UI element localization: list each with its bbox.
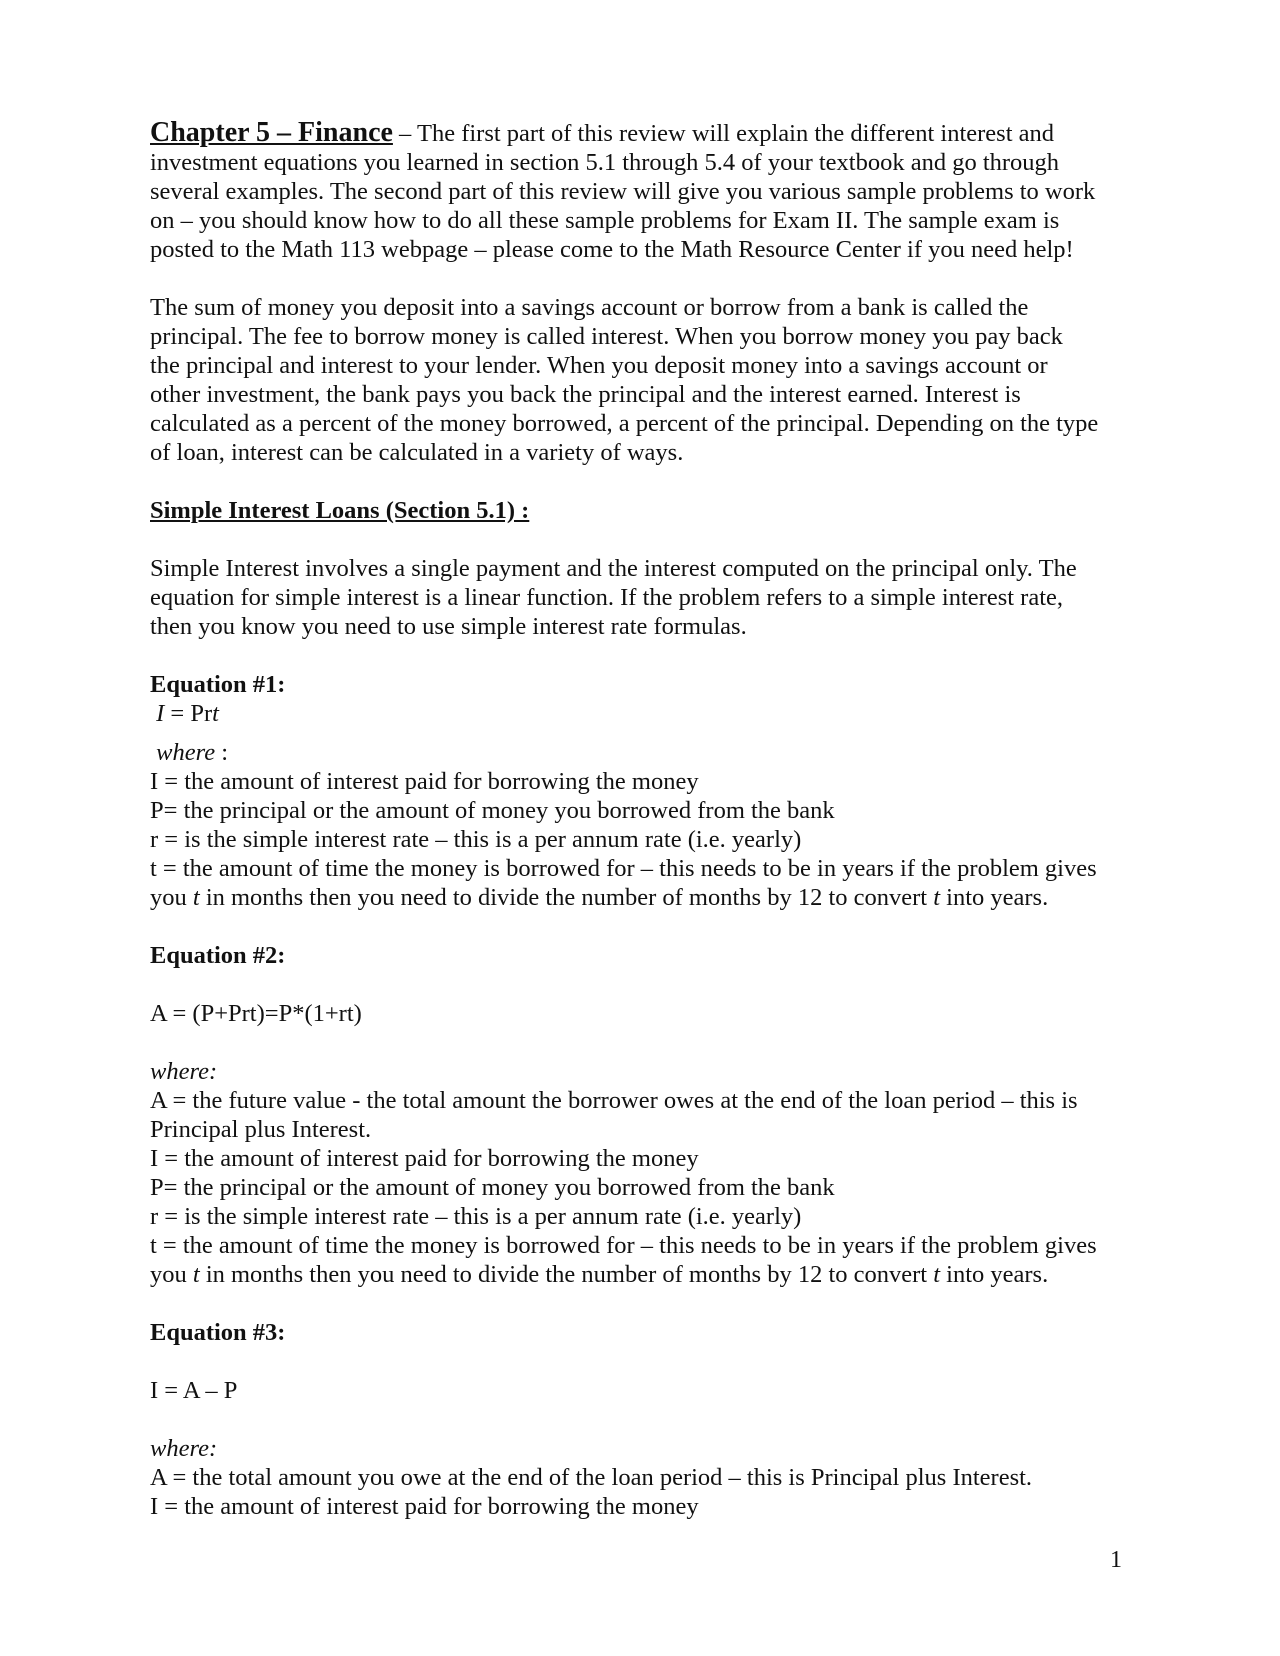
equation-2-block: [150, 941, 1140, 1289]
paragraph-line: the principal and interest to your lender. When you deposit money into a savings account or: [150, 352, 1048, 379]
section-heading-simple-interest: Simple Interest Loans (Section 5.1) :: [150, 497, 530, 524]
paragraph-line: of loan, interest can be calculated in a variety of ways.: [150, 439, 684, 466]
paragraph-line: Simple Interest involves a single payment and the interest computed on the principal only. The: [150, 555, 1077, 582]
intro-line: posted to the Math 113 webpage – please come to the Math Resource Center if you need help!: [150, 236, 1074, 263]
definition-p: P= the principal or the amount of money you borrowed from the bank: [150, 1174, 835, 1201]
intro-first-line-text: – The first part of this review will explain the different interest and: [392, 120, 1055, 147]
definition-t: t = the amount of time the money is borrowed for – this needs to be in years if the problem gives: [150, 855, 1097, 882]
equation-2-formula: A = (P+Prt)=P*(1+rt): [150, 1000, 362, 1027]
where-colon: :: [215, 739, 229, 766]
paragraph-line: then you know you need to use simple interest rate formulas.: [150, 613, 747, 640]
variable-t: t: [192, 884, 200, 911]
equation-2-where: where:: [150, 1058, 218, 1085]
paragraph-line: calculated as a percent of the money borrowed, a percent of the principal. Depending on the type: [150, 410, 1099, 437]
equation-3-where: where:: [150, 1435, 218, 1462]
formula-variable: I: [156, 700, 165, 727]
equation-1-where: [150, 738, 1140, 767]
definition-r: r = is the simple interest rate – this is a per annum rate (i.e. yearly): [150, 1203, 802, 1230]
text-run: into years.: [940, 884, 1049, 911]
equation-1-heading: Equation #1:: [150, 671, 286, 698]
variable-t: t: [933, 1261, 941, 1288]
definition-t-continued: [150, 883, 1140, 912]
definition-i: I = the amount of interest paid for borrowing the money: [150, 768, 699, 795]
definition-a: A = the total amount you owe at the end of the loan period – this is Principal plus Interest.: [150, 1464, 1033, 1491]
equation-3-formula: I = A – P: [150, 1377, 238, 1404]
definition-t: t = the amount of time the money is borrowed for – this needs to be in years if the problem gives: [150, 1232, 1097, 1259]
text-run: you: [150, 1261, 193, 1288]
paragraph-line: other investment, the bank pays you back the principal and the interest earned. Interest is: [150, 381, 1021, 408]
equation-2-heading: Equation #2:: [150, 942, 286, 969]
page-number: 1: [1110, 1547, 1122, 1573]
paragraph-line: equation for simple interest is a linear function. If the problem refers to a simple interest rate,: [150, 584, 1063, 611]
definition-t-continued: [150, 1260, 1140, 1289]
definition-i: I = the amount of interest paid for borrowing the money: [150, 1145, 699, 1172]
document-page: [150, 118, 1140, 1521]
formula-variable: t: [212, 700, 219, 727]
definition-a-continued: Principal plus Interest.: [150, 1116, 372, 1143]
definition-i: I = the amount of interest paid for borrowing the money: [150, 1493, 699, 1520]
intro-first-line: [150, 118, 1140, 148]
text-run: into years.: [940, 1261, 1049, 1288]
chapter-title: Chapter 5 – Finance: [150, 117, 393, 148]
equation-1-block: [150, 670, 1140, 912]
simple-interest-heading-block: [150, 496, 1140, 525]
intro-line: on – you should know how to do all these sample problems for Exam II. The sample exam is: [150, 207, 1060, 234]
definition-p: P= the principal or the amount of money you borrowed from the bank: [150, 797, 835, 824]
intro-paragraph: [150, 118, 1140, 264]
text-run: you: [150, 884, 193, 911]
principal-paragraph: [150, 293, 1140, 467]
equation-3-heading: Equation #3:: [150, 1319, 286, 1346]
where-label: where: [156, 739, 216, 766]
simple-interest-paragraph: [150, 554, 1140, 641]
paragraph-line: The sum of money you deposit into a savings account or borrow from a bank is called the: [150, 294, 1029, 321]
equation-3-block: [150, 1318, 1140, 1521]
definition-r: r = is the simple interest rate – this is a per annum rate (i.e. yearly): [150, 826, 802, 853]
equation-1-formula: [150, 699, 1140, 728]
variable-t: t: [933, 884, 941, 911]
paragraph-line: principal. The fee to borrow money is called interest. When you borrow money you pay back: [150, 323, 1063, 350]
variable-t: t: [192, 1261, 200, 1288]
definition-a: A = the future value - the total amount the borrower owes at the end of the loan period – this is: [150, 1087, 1078, 1114]
intro-line: several examples. The second part of this review will give you various sample problems to work: [150, 178, 1096, 205]
text-run: in months then you need to divide the number of months by 12 to convert: [199, 884, 934, 911]
text-run: in months then you need to divide the number of months by 12 to convert: [199, 1261, 934, 1288]
formula-text: = Pr: [164, 700, 213, 727]
intro-line: investment equations you learned in section 5.1 through 5.4 of your textbook and go through: [150, 149, 1060, 176]
